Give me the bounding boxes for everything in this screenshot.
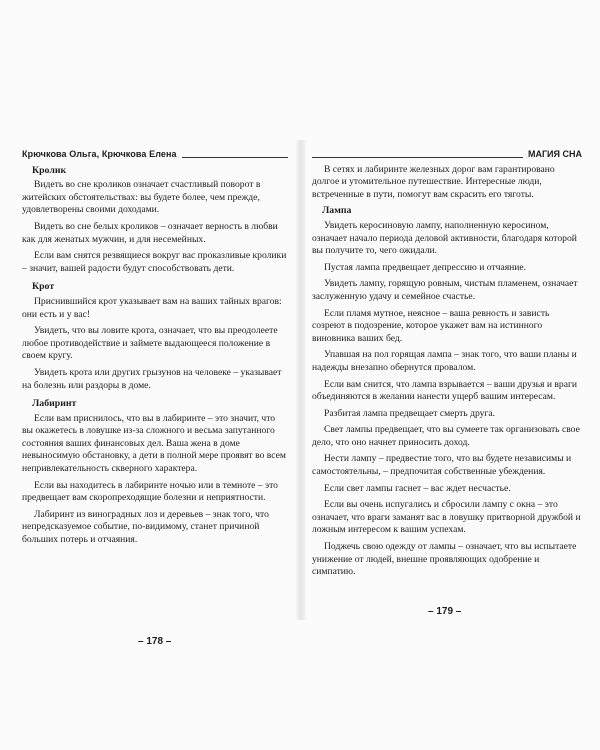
- paragraph: Нести лампу – предвестие того, что вы будете независимы и самостоятельны, – предпочитая собственные убеждения.: [312, 453, 572, 478]
- right-running-head-rule: [312, 157, 523, 158]
- left-running-head-rule: [182, 157, 288, 158]
- paragraph: Если пламя мутное, неясное – ваша ревность и зависть созреют в подозрение, которое укажет вам на истинного виновника ваших бед.: [312, 307, 550, 344]
- left-page-number: – 178 –: [138, 636, 172, 647]
- paragraph: Упавшая на пол горящая лампа – знак того, что ваши планы и надежды внезапно обернутся провалом.: [312, 349, 577, 373]
- paragraph: Лабиринт из виноградных лоз и деревьев – знак того, что непредсказуемое событие, по-видимому, станет причиной больших потерь и отчаяния.: [22, 508, 269, 546]
- paragraph: Разбитая лампа предвещает смерть друга.: [324, 407, 496, 419]
- paragraph: В сетях и лабиринте железных дорог вам гарантировано долгое и утомительное путешествие. Интересные люди, встреченные в пути, помогут вам скрасить его тяготы.: [312, 163, 555, 200]
- paragraph: Если вам снятся резвящиеся вокруг вас проказливые кролики – значит, вашей радости будут способствовать дети.: [22, 250, 287, 274]
- paragraph: Поджечь свою одежду от лампы – означает, что вы испытаете унижение от людей, внешне проявляющих одобрение и симпатию.: [312, 541, 577, 578]
- paragraph: Видеть во сне кроликов означает счастливый поворот в житейских обстоятельствах: вы будете более, чем прежде, удовлетворены своими доходами.: [22, 179, 261, 216]
- paragraph: Увидеть керосиновую лампу, наполненную керосином, означает начало периода деловой активности, благодаря которой вы получите то, чего ожидали.: [312, 219, 577, 257]
- section-labirint: [22, 398, 288, 547]
- paragraph: Увидеть лампу, горящую ровным, чистым пламенем, означает заслуженную удачу и семейное счастье.: [312, 278, 578, 302]
- section-krolik: [22, 165, 288, 276]
- section-title: Кролик: [32, 164, 67, 176]
- paragraph: Если свет лампы гаснет – вас ждет несчастье.: [324, 482, 511, 494]
- section-lampa: [312, 205, 582, 578]
- right-page: [312, 148, 582, 620]
- right-running-head: [312, 148, 582, 161]
- right-running-head-title: МАГИЯ СНА: [527, 149, 582, 159]
- section-title: Лампа: [322, 205, 352, 217]
- section-title: Крот: [32, 281, 55, 293]
- paragraph: Видеть во сне белых кроликов – означает верность в любви как для женатых мужчин, и для несемейных.: [22, 220, 278, 245]
- section-krot: [22, 281, 288, 392]
- left-running-head-title: Крючкова Ольга, Крючкова Елена: [22, 149, 177, 159]
- paragraph: Если вы находитесь в лабиринте ночью или в темноте – это предвещает вам скоропреходящие болезни и неприятности.: [22, 479, 278, 504]
- paragraph: Если вам приснилось, что вы в лабиринте – это значит, что вы окажетесь в ловушке из-за сложного и весьма запутанного состояния ваших финансовых дел. Ваша жена в доме невыносимую обстановку, а дети в полной мере проявят во всем непривлекательность скверного характера.: [22, 412, 286, 475]
- paragraph: Пустая лампа предвещает депрессию и отчаяние.: [324, 261, 527, 273]
- paragraph: Если вы очень испугались и сбросили лампу с окна – это означает, что враги заманят вас в ловушку притворной дружбой и ложным интересом к вашим успехам.: [312, 499, 581, 536]
- section-title: Лабиринт: [32, 398, 77, 410]
- right-page-number: – 179 –: [428, 606, 462, 617]
- paragraph: Приснившийся крот указывает вам на ваших тайных врагов: они есть и у вас!: [22, 295, 282, 320]
- left-page: [22, 148, 288, 620]
- book-gutter: [296, 140, 306, 620]
- paragraph: Увидеть, что вы ловите крота, означает, что вы преодолеете любое противодействие и займете выдающееся положение в своем кругу.: [22, 325, 278, 362]
- paragraph: Увидеть крота или других грызунов на человеке – указывает на болезнь или раздоры в доме.: [22, 366, 282, 391]
- paragraph: Свет лампы предвещает, что вы сумеете так организовать свое дело, что оно начнет приносить доход.: [312, 424, 580, 448]
- paragraph: Если вам снится, что лампа взрывается – ваши друзья и враги объединяются в желании нанести ущерб вашим интересам.: [312, 378, 578, 403]
- left-running-head: [22, 148, 288, 161]
